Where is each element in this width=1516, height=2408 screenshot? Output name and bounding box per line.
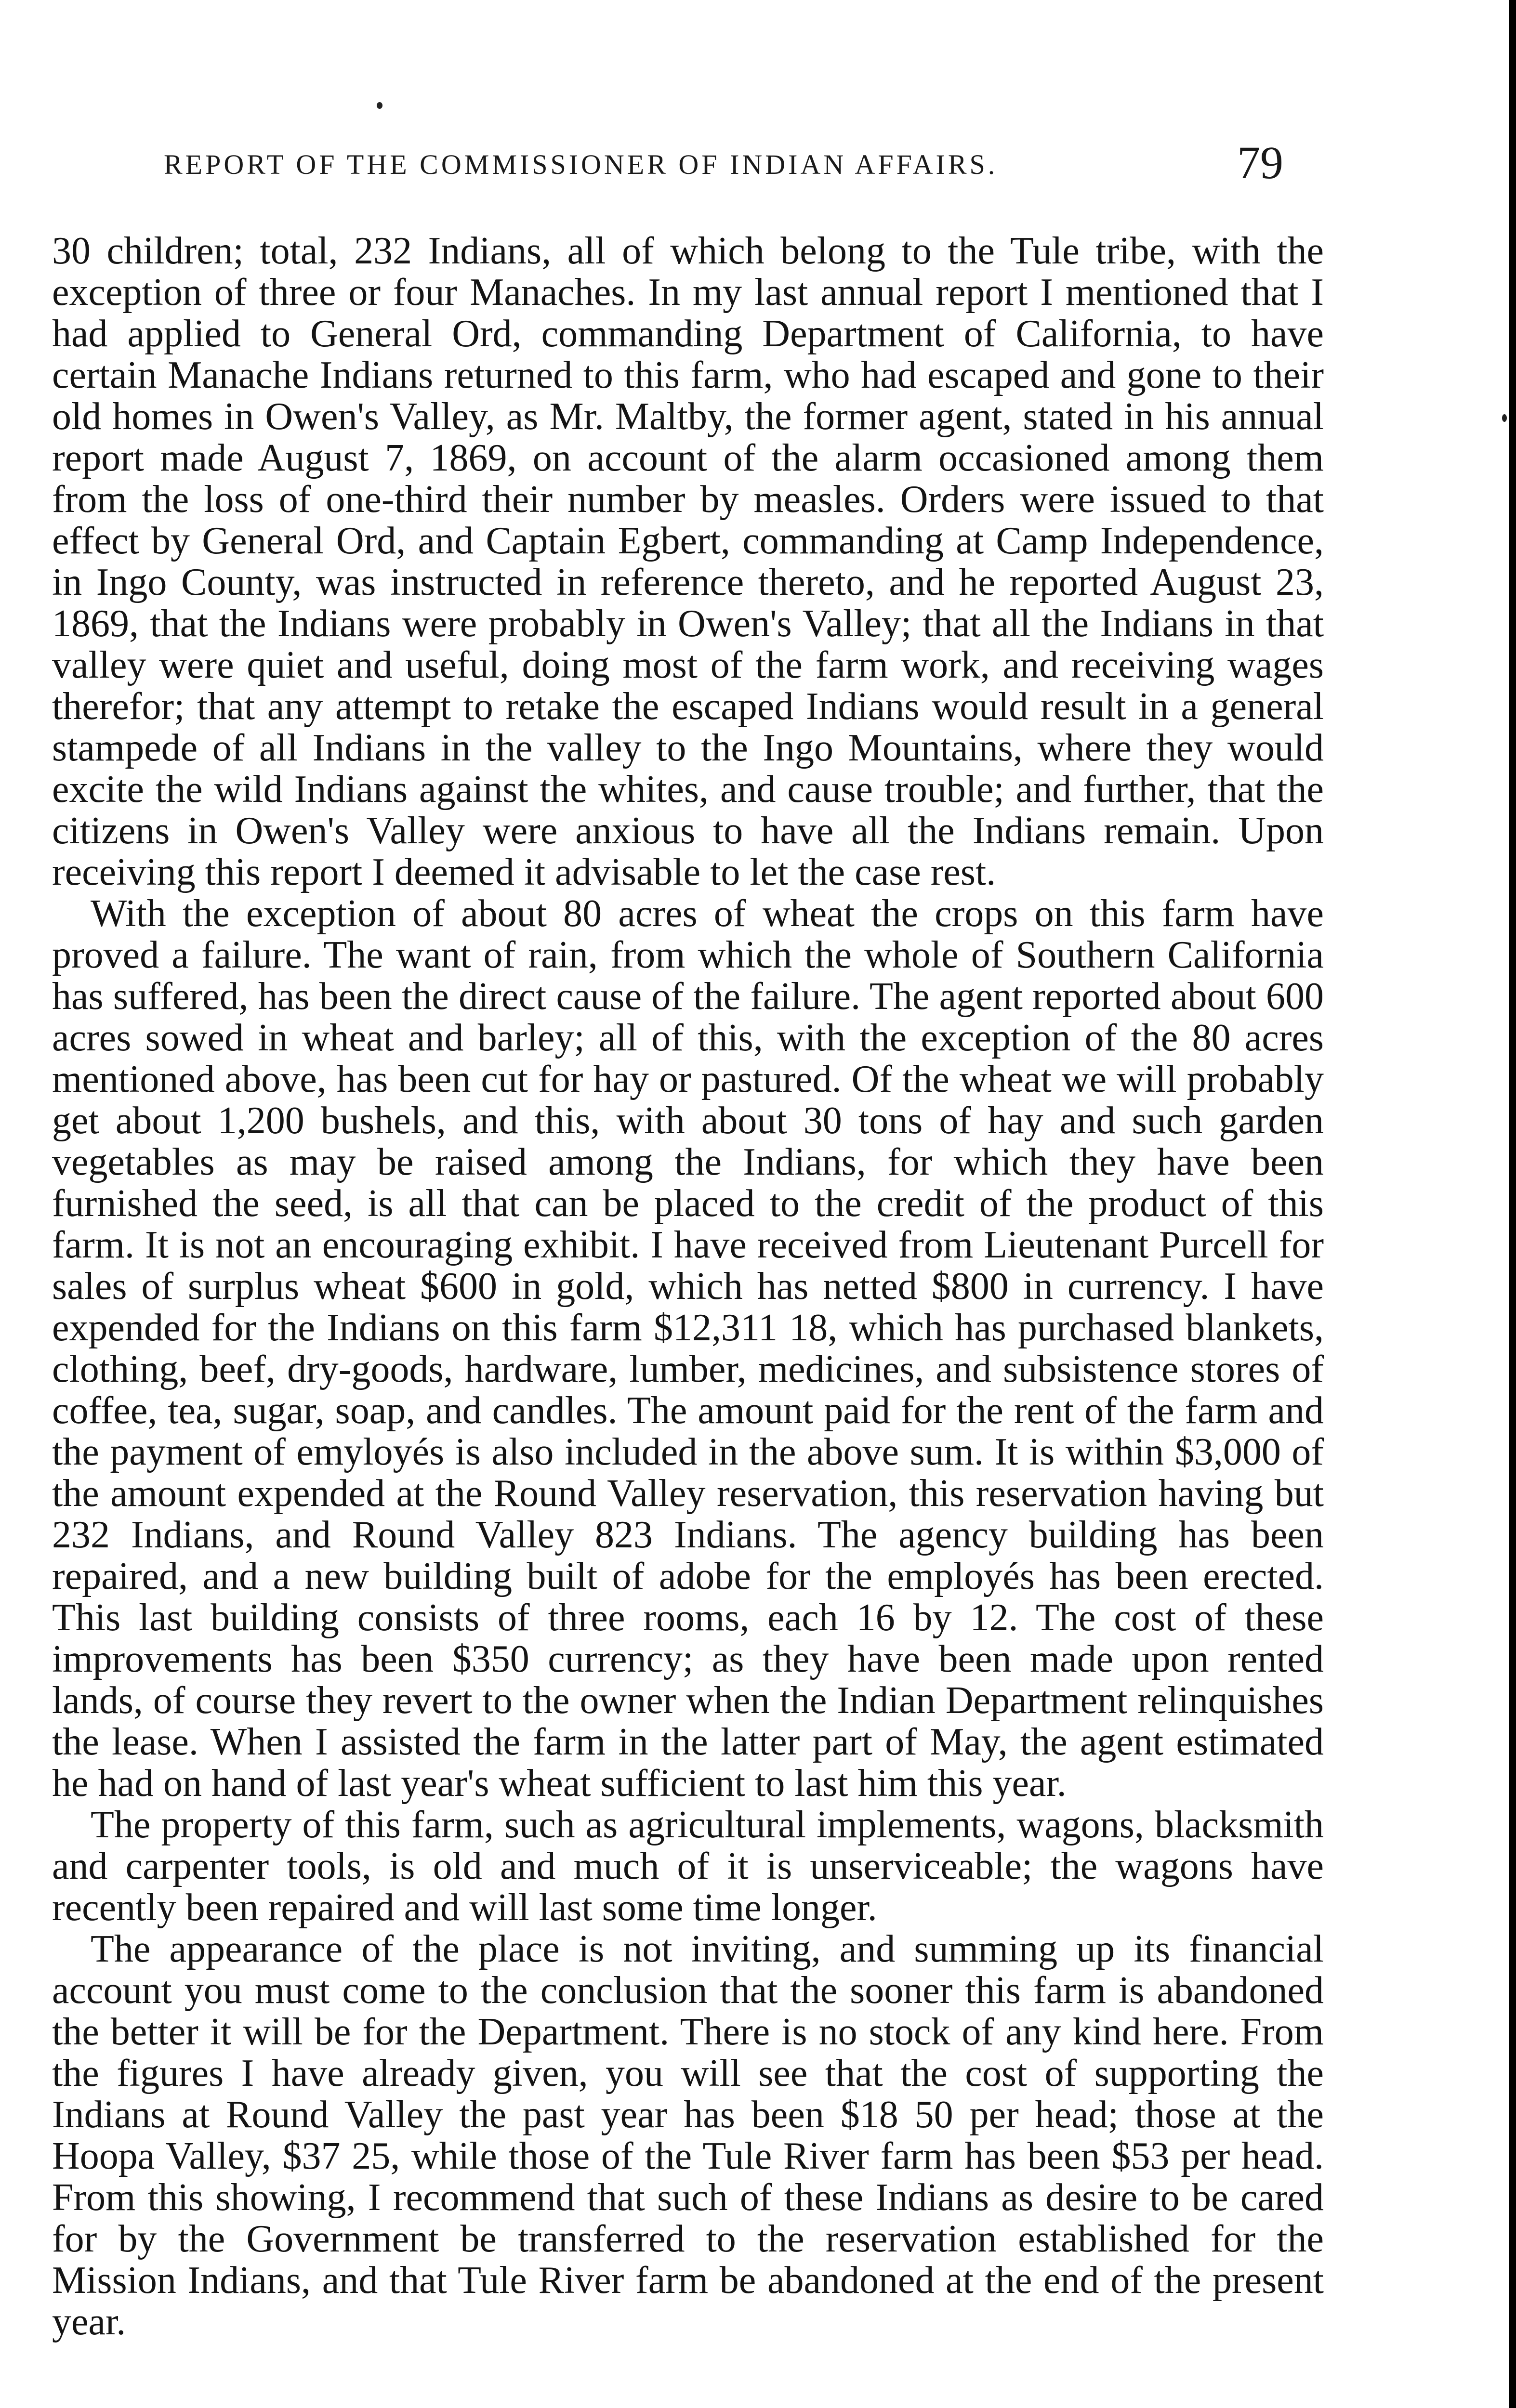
paragraph: With the exception of about 80 acres of wheat the crops on this farm have proved a failure. The want of rain, from which the whole of Southern California has suffered, has been the direct cause of the failure. The agent reported about 600 acres sowed in wheat and barley; all of this, with the exception of the 80 acres mentioned above, has been cut for hay or pastured. Of the wheat we will probably get about 1,200 bushels, and this, with about 30 tons of hay and such garden vegetables as may be raised among the Indians, for which they have been furnished the seed, is all that can be placed to the credit of the product of this farm. It is not an encouraging exhibit. I have received from Lieutenant Purcell for sales of surplus wheat $600 in gold, which has netted $800 in currency. I have expended for the Indians on this farm $12,311 18, which has purchased blankets, clothing, beef, dry-goods, hardware, lumber, medicines, and subsistence stores of coffee, tea, sugar, soap, and candles. The amount paid for the rent of the farm and the payment of emyloyés is also included in the above sum. It is within $3,000 of the amount expended at the Round Valley reservation, this reservation having but 232 Indians, and Round Valley 823 Indians. The agency building has been repaired, and a new building built of adobe for the employés has been erected. This last building consists of three rooms, each 16 by 12. The cost of these improvements has been $350 currency; as they have been made upon rented lands, of course they revert to the owner when the Indian Department relinquishes the lease. When I assisted the farm in the latter part of May, the agent estimated he had on hand of last year's wheat sufficient to last him this year. <box>52 892 1324 1805</box>
paragraph: The property of this farm, such as agricultural implements, wagons, blacksmith and carpenter tools, is old and much of it is unserviceable; the wagons have recently been repaired and will last some time longer. <box>52 1804 1324 1929</box>
paragraph: 30 children; total, 232 Indians, all of which belong to the Tule tribe, with the exception of three or four Manaches. In my last annual report I mentioned that I had applied to General Ord, commanding Department of California, to have certain Manache Indians returned to this farm, who had escaped and gone to their old homes in Owen's Valley, as Mr. Maltby, the former agent, stated in his annual report made August 7, 1869, on account of the alarm occasioned among them from the loss of one-third their number by measles. Orders were issued to that effect by General Ord, and Captain Egbert, commanding at Camp Independence, in Ingo County, was instructed in reference thereto, and he reported August 23, 1869, that the Indians were probably in Owen's Valley; that all the Indians in that valley were quiet and useful, doing most of the farm work, and receiving wages therefor; that any attempt to retake the escaped Indians would result in a general stampede of all Indians in the valley to the Ingo Mountains, where they would excite the wild Indians against the whites, and cause trouble; and further, that the citizens in Owen's Valley were anxious to have all the Indians remain. Upon receiving this report I deemed it advisable to let the case rest. <box>52 230 1324 893</box>
ink-speck <box>1502 414 1507 422</box>
scan-edge-border <box>1509 0 1516 2408</box>
ink-speck <box>377 102 382 109</box>
page-number: 79 <box>1237 137 1283 188</box>
paragraph: The appearance of the place is not inviting, and summing up its financial account you must come to the conclusion that the sooner this farm is abandoned the better it will be for the Department. There is no stock of any kind here. From the figures I have already given, you will see that the cost of supporting the Indians at Round Valley the past year has been $18 50 per head; those at the Hoopa Valley, $37 25, while those of the Tule River farm has been $53 per head. From this showing, I recommend that such of these Indians as desire to be cared for by the Government be transferred to the reservation established for the Mission Indians, and that Tule River farm be abandoned at the end of the present year. <box>52 1928 1324 2343</box>
running-title: REPORT OF THE COMMISSIONER OF INDIAN AFFAIRS. <box>164 149 998 180</box>
body-text <box>52 230 1324 2343</box>
